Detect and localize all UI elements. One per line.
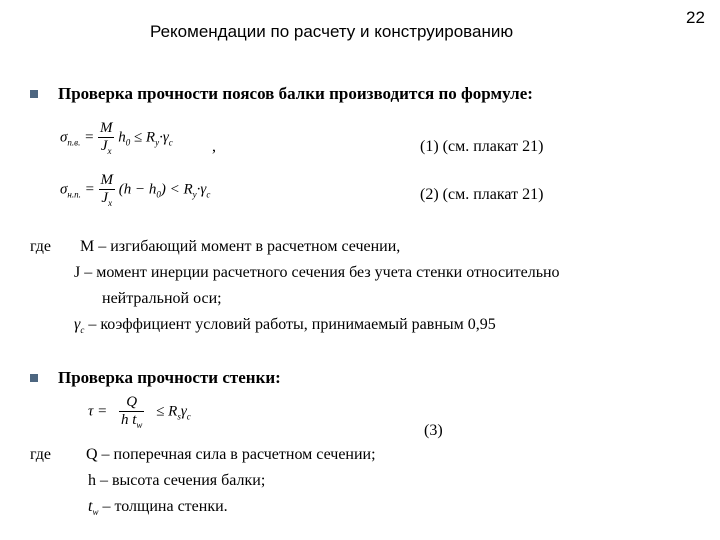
bullet-icon bbox=[30, 374, 38, 382]
where1-line3: нейтральной оси; bbox=[102, 290, 222, 307]
where2-line2: h – высота сечения балки; bbox=[88, 472, 266, 489]
formula-1-ref: (1) (см. плакат 21) bbox=[420, 138, 544, 155]
where1-line2: J – момент инерции расчетного сечения без учета стенки относительно bbox=[74, 264, 560, 281]
section2-heading: Проверка прочности стенки: bbox=[58, 368, 281, 387]
bullet-icon bbox=[30, 90, 38, 98]
page-title: Рекомендации по расчету и конструированию bbox=[150, 22, 514, 41]
where-label: где bbox=[30, 238, 52, 255]
formula-3-ref: (3) bbox=[424, 422, 443, 439]
formula-1: $\sigma_{п.в.}$ = $\frac{M}{J_x}$ $h_0 \le R_y\cdot\gamma_c$ bbox=[60, 120, 173, 156]
where1-line1: M – изгибающий момент в расчетном сечении, bbox=[80, 238, 401, 255]
where2-line3: $t_w$ – толщина стенки. bbox=[88, 498, 228, 518]
formula-3: τ = $\frac{Q}{h t_w}$ ≤ $R_s\gamma_c$ bbox=[88, 394, 191, 430]
section1-heading: Проверка прочности поясов балки производится по формуле: bbox=[58, 84, 533, 103]
formula-1-comma: , bbox=[212, 138, 216, 155]
where2-line1: Q – поперечная сила в расчетном сечении; bbox=[86, 446, 376, 463]
formula-2: $\sigma_{н.п.}$ = $\frac{M}{J_x}$ $(h - h_0) < R_y\cdot\gamma_c$ bbox=[60, 172, 211, 208]
where2-label: где bbox=[30, 446, 52, 463]
formula-2-ref: (2) (см. плакат 21) bbox=[420, 186, 544, 203]
where1-line4: $\gamma_c$ – коэффициент условий работы, принимаемый равным 0,95 bbox=[74, 316, 496, 336]
page-number: 22 bbox=[686, 8, 705, 27]
